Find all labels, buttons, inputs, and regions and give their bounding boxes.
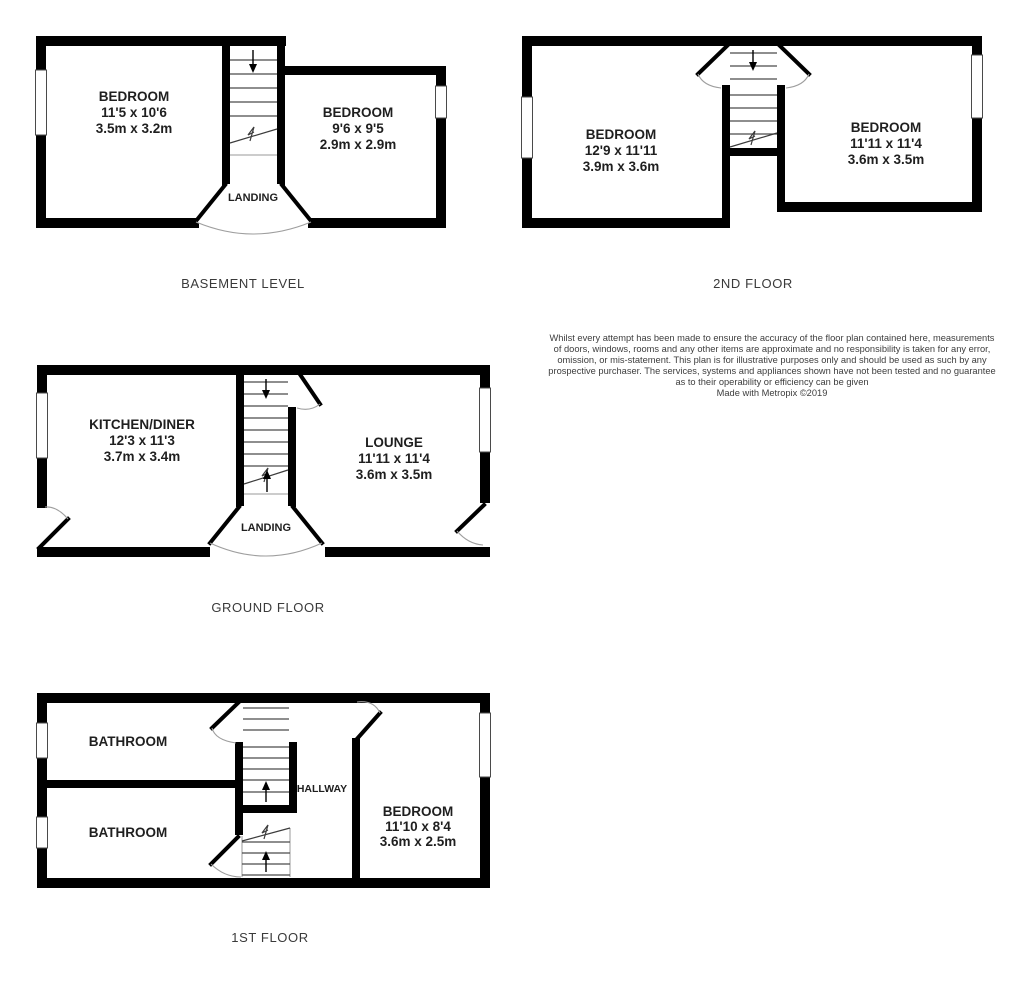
stair-break-tick	[262, 825, 268, 839]
second-stairs	[730, 50, 777, 147]
wall-segment	[37, 547, 210, 557]
room-dims-ft: 11'5 x 10'6	[101, 105, 167, 120]
room-dims-m: 3.6m x 3.5m	[847, 152, 925, 167]
stair-shaft-wall	[222, 46, 230, 186]
window	[972, 55, 983, 118]
basement-room-right	[320, 105, 397, 152]
wall-segment	[37, 693, 47, 888]
door-leaf	[212, 703, 238, 728]
floor-label: GROUND FLOOR	[211, 600, 325, 615]
window	[37, 393, 48, 458]
first-upper-stairs	[243, 708, 289, 802]
stair-shaft-wall	[277, 46, 285, 186]
door-arc	[698, 74, 721, 88]
door-leaf	[297, 370, 320, 404]
stair-break-line	[230, 129, 277, 143]
window	[480, 388, 491, 452]
room-dims-ft: 11'10 x 8'4	[385, 819, 451, 834]
window	[436, 86, 447, 118]
floor-label: 2ND FLOOR	[713, 276, 793, 291]
landing-label: LANDING	[227, 192, 279, 204]
second-room-right	[848, 120, 925, 167]
landing-label: LANDING	[240, 522, 292, 534]
room-name: BEDROOM	[850, 120, 922, 135]
basement-stairs	[230, 50, 277, 155]
room-name: BEDROOM	[322, 105, 394, 120]
basement-landing	[195, 184, 312, 235]
room-dims-ft: 12'9 x 11'11	[584, 143, 658, 158]
disclaimer-credit: Made with Metropix ©2019	[716, 388, 828, 398]
stair-break-tick	[248, 127, 254, 141]
disclaimer-block	[548, 333, 995, 398]
door-leaf	[780, 46, 809, 74]
first-room-right	[380, 804, 457, 849]
ground-room-right	[356, 435, 433, 482]
wall-segment	[722, 148, 785, 156]
window	[37, 817, 48, 848]
room-dims-m: 3.7m x 3.4m	[103, 449, 181, 464]
stair-shaft-wall	[235, 742, 243, 813]
door-leaf	[457, 505, 484, 531]
disclaimer-line: of doors, windows, rooms and any other items are approximate and no responsibility is taken for any error,	[553, 344, 991, 354]
room-name: BEDROOM	[585, 127, 657, 142]
disclaimer-line: Whilst every attempt has been made to ensure the accuracy of the floor plan contained here, measurements	[549, 333, 995, 343]
room-dims-ft: 12'3 x 11'3	[109, 433, 175, 448]
second-floor-plan	[522, 36, 983, 291]
ground-stairs	[244, 379, 288, 494]
wall-segment	[777, 202, 982, 212]
room-dims-m: 3.5m x 3.2m	[95, 121, 173, 136]
room-name: BATHROOM	[88, 734, 168, 749]
room-name: KITCHEN/DINER	[89, 417, 195, 432]
basement-room-left	[96, 89, 173, 136]
ground-floor-plan	[37, 365, 491, 615]
stairs-up-arrow-head	[262, 781, 270, 790]
room-dims-m: 3.6m x 2.5m	[379, 834, 457, 849]
room-name: BEDROOM	[98, 89, 170, 104]
wall-segment	[352, 738, 360, 888]
stair-break-tick	[749, 131, 755, 145]
door-arc	[45, 507, 68, 519]
room-dims-m: 3.6m x 3.5m	[355, 467, 433, 482]
wall-segment	[37, 780, 243, 788]
stairs-down-arrow-head	[249, 64, 257, 73]
disclaimer-line: omission, or mis-statement. This plan is for illustrative purposes only and should be used as such by any	[557, 355, 987, 365]
room-dims-m: 3.9m x 3.6m	[582, 159, 660, 174]
disclaimer-line: as to their operability or efficiency can be given	[675, 377, 869, 387]
door-arc	[297, 404, 320, 409]
basement-plan	[36, 36, 447, 291]
floor-label: 1ST FLOOR	[231, 930, 309, 945]
room-dims-ft: 11'11 x 11'4	[850, 136, 922, 151]
ground-landing	[207, 506, 325, 558]
room-dims-ft: 11'11 x 11'4	[358, 451, 430, 466]
wall-segment	[522, 36, 982, 46]
door-leaf	[211, 837, 238, 864]
wall-segment	[36, 218, 199, 228]
ground-room-left	[89, 417, 195, 464]
wall-segment	[277, 66, 446, 75]
disclaimer-line: prospective purchaser. The services, systems and appliances shown have not been tested and no guarantee	[548, 366, 996, 376]
door-leaf	[698, 46, 727, 74]
door-leaf	[39, 519, 68, 548]
second-room-left	[583, 127, 660, 174]
wall-segment	[522, 218, 730, 228]
wall-segment	[37, 693, 490, 703]
room-name: LOUNGE	[365, 435, 423, 450]
floor-label: BASEMENT LEVEL	[181, 276, 305, 291]
wall-segment	[325, 547, 490, 557]
door-arc	[786, 74, 809, 88]
door-leaf	[356, 713, 380, 740]
window	[37, 723, 48, 758]
stair-shaft-wall	[289, 742, 297, 813]
wall-segment	[37, 878, 490, 888]
wall-segment	[37, 365, 490, 375]
first-lower-stairs	[242, 825, 290, 877]
door-arc	[211, 864, 241, 877]
door-arc	[357, 702, 380, 713]
first-floor-plan	[37, 693, 491, 945]
stair-shaft-wall	[236, 375, 244, 507]
window	[522, 97, 533, 158]
room-name: BEDROOM	[382, 804, 454, 819]
room-dims-ft: 9'6 x 9'5	[332, 121, 384, 136]
wall-segment	[235, 813, 243, 835]
wall-segment	[235, 805, 297, 813]
window	[36, 70, 47, 135]
room-dims-m: 2.9m x 2.9m	[319, 137, 397, 152]
stair-shaft-wall	[722, 85, 730, 228]
window	[480, 713, 491, 777]
room-name: BATHROOM	[88, 825, 168, 840]
door-arc	[212, 728, 236, 743]
stair-shaft-wall	[288, 407, 296, 507]
door-arc	[457, 531, 483, 545]
wall-segment	[36, 36, 286, 46]
hallway-label: HALLWAY	[296, 783, 348, 795]
wall-segment	[308, 218, 446, 228]
